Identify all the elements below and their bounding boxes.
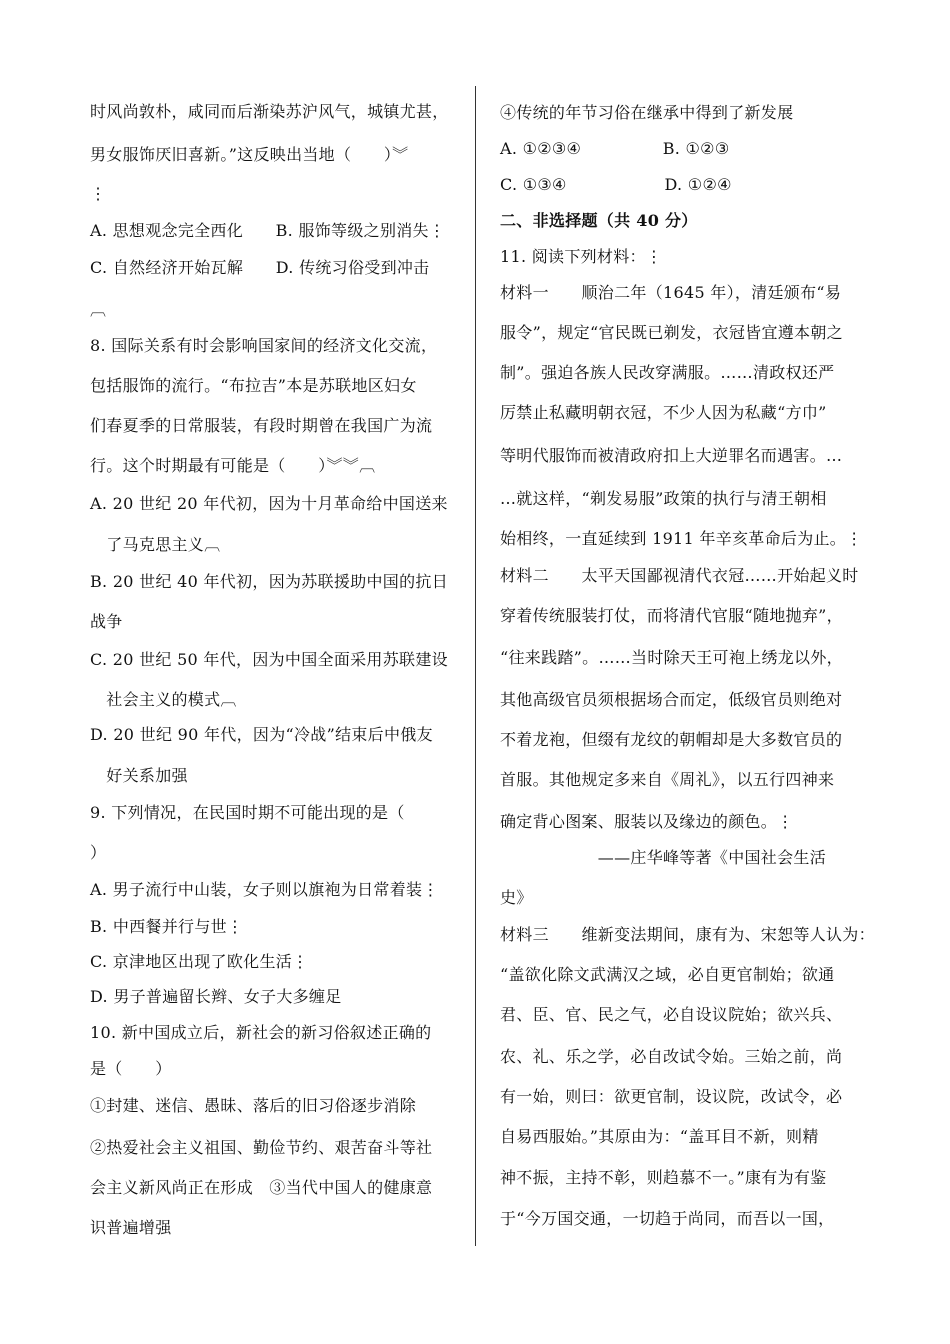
text-line: …就这样，“剃发易服”政策的执行与清王朝相: [500, 489, 827, 508]
text-line: 首服。其他规定多来自《周礼》，以五行四神来: [500, 770, 835, 789]
option-line: C. ①③④ D. ①②④: [500, 175, 732, 194]
text-line: 会主义新风尚正在形成 ③当代中国人的健康意: [90, 1178, 433, 1197]
text-line: ②热爱社会主义祖国、勤俭节约、艰苦奋斗等社: [90, 1138, 433, 1157]
question-10: 10. 新中国成立后，新社会的新习俗叙述正确的: [90, 1023, 432, 1042]
text-line: 是（ ）: [90, 1059, 172, 1078]
text-line: “盖欲化除文武满汉之域，必自更官制始；欲通: [500, 965, 835, 984]
text-line: ①封建、迷信、愚昧、落后的旧习俗逐步消除: [90, 1096, 417, 1115]
text-line: 于“今万国交通，一切趋于尚同，而吾以一国，: [500, 1209, 835, 1228]
question-8: 8. 国际关系有时会影响国家间的经济文化交流，: [90, 336, 438, 355]
text-line: 时风尚敦朴，咸同而后渐染苏沪风气，城镇尤甚，: [90, 102, 449, 121]
source-citation: ——庄华峰等著《中国社会生活: [500, 848, 827, 867]
column-divider: [475, 86, 476, 1246]
text-line: 君、臣、官、民之气，必自设议院始；欲兴兵、: [500, 1005, 843, 1024]
text-line: 始相终，一直延续到 1911 年辛亥革命后为止。⋮: [500, 529, 863, 548]
text-line: ︹: [90, 300, 107, 319]
text-line: 包括服饰的流行。“布拉吉”本是苏联地区妇女: [90, 376, 417, 395]
option-line: 社会主义的模式︹: [90, 690, 237, 709]
text-line: 确定背心图案、服装以及缘边的颜色。⋮: [500, 812, 794, 831]
option-line: A. 思想观念完全西化 B. 服饰等级之别消失⋮: [90, 221, 446, 240]
text-line: 自易西服始。”其原由为：“盖耳目不新，则精: [500, 1127, 819, 1146]
text-line: 服令”，规定“官民既已剃发，衣冠皆宜遵本朝之: [500, 323, 843, 342]
text-line: 等明代服饰而被清政府扣上大逆罪名而遇害。…: [500, 446, 843, 465]
text-line: 行。这个时期最有可能是（ ）︾︾︹: [90, 456, 376, 475]
text-line: 男女服饰厌旧喜新。”这反映出当地（ ）︾: [90, 145, 409, 164]
text-line: 们春夏季的日常服装，有段时期曾在我国广为流: [90, 416, 433, 435]
text-line: ④传统的年节习俗在继承中得到了新发展: [500, 103, 794, 122]
option-line: A. ①②③④ B. ①②③: [500, 139, 730, 158]
option-line: D. 男子普遍留长辫、女子大多缠足: [90, 987, 342, 1006]
option-line: C. 京津地区出现了欧化生活⋮: [90, 952, 309, 971]
material-3: 材料三 维新变法期间，康有为、宋恕等人认为：: [500, 925, 875, 944]
text-line: ）: [90, 843, 107, 862]
text-line: 制”。强迫各族人民改穿满服。……清政权还严: [500, 363, 835, 382]
text-line: “往来践踏”。……当时除天王可袍上绣龙以外，: [500, 648, 843, 667]
text-line: 穿着传统服装打仗，而将清代官服“随地抛弃”，: [500, 606, 843, 625]
text-line: ⋮: [90, 184, 107, 203]
option-line: B. 中西餐并行与世⋮: [90, 917, 244, 936]
text-line: 神不振，主持不彰，则趋慕不一。”康有为有鉴: [500, 1168, 827, 1187]
text-line: 厉禁止私藏明朝衣冠，不少人因为私藏“方巾”: [500, 403, 827, 422]
material-2: 材料二 太平天国鄙视清代衣冠……开始起义时: [500, 566, 859, 585]
option-line: C. 自然经济开始瓦解 D. 传统习俗受到冲击: [90, 258, 430, 277]
section-heading: 二、非选择题（共 40 分）: [500, 211, 698, 230]
text-line: 不着龙袍，但缀有龙纹的朝帽却是大多数官员的: [500, 730, 843, 749]
option-line: 了马克思主义︹: [90, 535, 221, 554]
option-line: 战争: [90, 612, 123, 631]
option-line: A. 20 世纪 20 年代初，因为十月革命给中国送来: [90, 494, 448, 513]
text-line: 有一始，则曰：欲更官制，设议院，改试令，必: [500, 1087, 843, 1106]
option-line: C. 20 世纪 50 年代，因为中国全面采用苏联建设: [90, 650, 448, 669]
question-11: 11. 阅读下列材料：⋮: [500, 247, 663, 266]
question-9: 9. 下列情况，在民国时期不可能出现的是（: [90, 803, 405, 822]
source-citation: 史》: [500, 888, 533, 907]
text-line: 农、礼、乐之学，必自改试令始。三始之前，尚: [500, 1047, 843, 1066]
option-line: D. 20 世纪 90 年代，因为“冷战”结束后中俄友: [90, 725, 433, 744]
option-line: 好关系加强: [90, 766, 188, 785]
option-line: A. 男子流行中山装，女子则以旗袍为日常着装⋮: [90, 880, 439, 899]
option-line: B. 20 世纪 40 年代初，因为苏联援助中国的抗日: [90, 572, 449, 591]
text-line: 识普遍增强: [90, 1218, 172, 1237]
material-1: 材料一 顺治二年（1645 年），清廷颁布“易: [500, 283, 842, 302]
text-line: 其他高级官员须根据场合而定，低级官员则绝对: [500, 690, 843, 709]
